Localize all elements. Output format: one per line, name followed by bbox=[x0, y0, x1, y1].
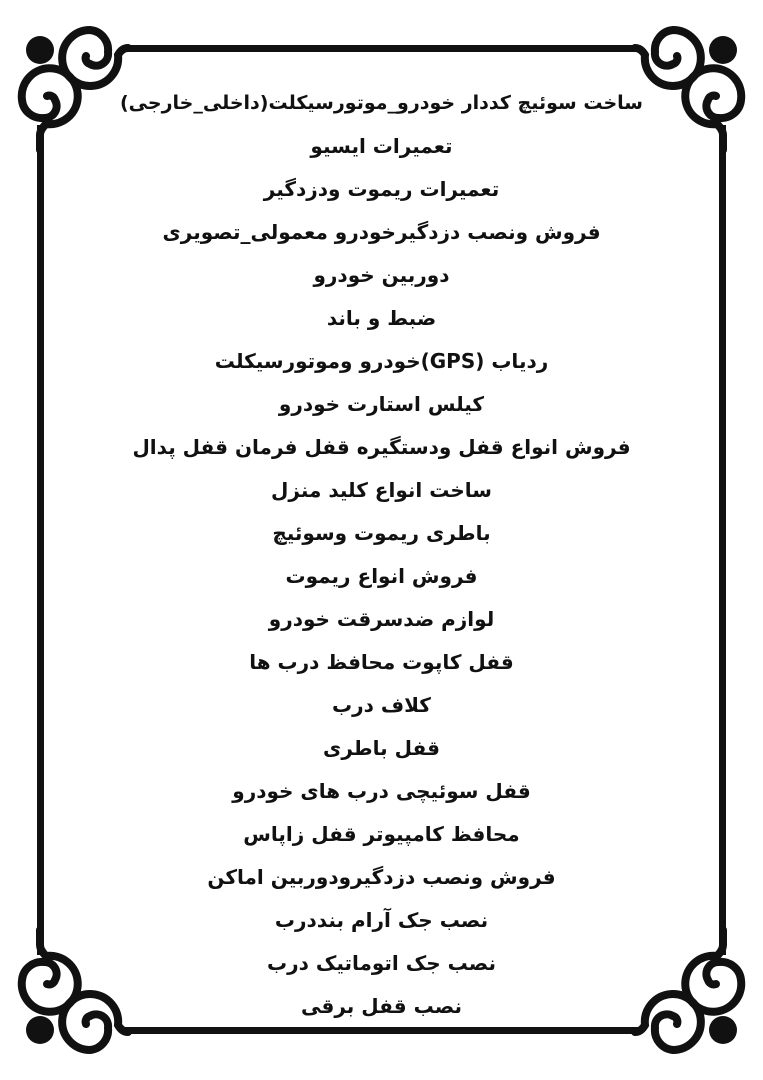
service-item: باطری ریموت وسوئیچ bbox=[272, 521, 491, 545]
service-item: دوربین خودرو bbox=[313, 263, 450, 287]
frame-top-border bbox=[125, 45, 638, 52]
service-item: ضبط و باند bbox=[326, 306, 437, 330]
service-item: محافظ کامپیوتر قفل زاپاس bbox=[243, 822, 520, 846]
frame-right-border bbox=[719, 125, 726, 955]
services-list bbox=[60, 82, 703, 1028]
service-item: قفل سوئیچی درب های خودرو bbox=[232, 779, 531, 803]
frame-bottom-border bbox=[125, 1027, 638, 1034]
service-item: تعمیرات ریموت ودزدگیر bbox=[263, 177, 500, 201]
service-item: ساخت انواع کلید منزل bbox=[271, 478, 492, 502]
service-item: فروش انواع ریموت bbox=[285, 564, 478, 588]
service-item: فروش انواع قفل ودستگیره قفل فرمان قفل پدال bbox=[132, 435, 631, 459]
service-item: فروش ونصب دزدگیرودوربین اماکن bbox=[207, 865, 556, 889]
service-item: کلاف درب bbox=[332, 693, 431, 717]
service-item: نصب جک آرام بنددرب bbox=[274, 908, 489, 932]
service-item: نصب جک اتوماتیک درب bbox=[267, 951, 496, 975]
service-item: ساخت سوئیچ کددار خودرو_موتورسیکلت(داخلی_خارجی) bbox=[120, 92, 643, 114]
service-item: تعمیرات ایسیو bbox=[310, 134, 453, 158]
service-item: قفل باطری bbox=[323, 736, 440, 760]
service-item: کیلس استارت خودرو bbox=[278, 392, 485, 416]
service-item: فروش ونصب دزدگیرخودرو معمولی_تصویری bbox=[162, 220, 601, 244]
service-item: ردیاب (GPS)خودرو وموتورسیکلت bbox=[214, 349, 549, 373]
service-item: قفل کاپوت محافظ درب ها bbox=[249, 650, 514, 674]
service-item: نصب قفل برقی bbox=[301, 994, 462, 1018]
frame-left-border bbox=[37, 125, 44, 955]
service-item: لوازم ضدسرقت خودرو bbox=[268, 607, 495, 631]
